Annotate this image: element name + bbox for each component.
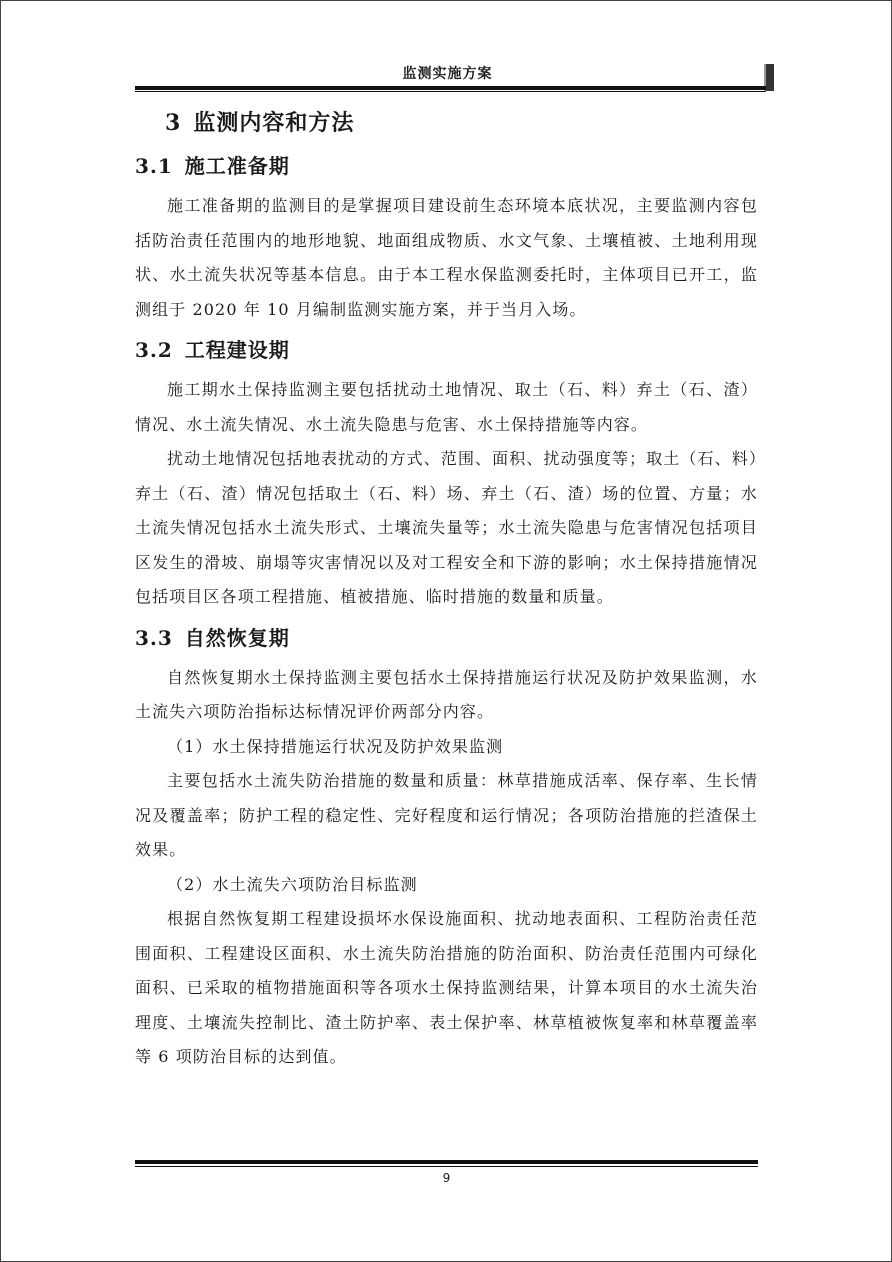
running-header-title: 监测实施方案 [402, 66, 493, 82]
section-number: 3.3 [135, 625, 173, 650]
section-number: 3.2 [135, 338, 173, 362]
section-title: 工程建设期 [184, 338, 290, 362]
section-number: 3.1 [135, 154, 173, 178]
section-heading-3-2 [135, 327, 758, 373]
subheading-paragraph: （2）水土流失六项防治目标监测 [167, 874, 418, 894]
chapter-title: 监测内容和方法 [193, 110, 355, 136]
subheading-paragraph: （1）水土保持措施运行状况及防护效果监测 [167, 736, 504, 756]
body-paragraph: 扰动土地情况包括地表扰动的方式、范围、面积、扰动强度等；取土（石、料）弃土（石、渣）情况包括取土（石、料）场、弃土（石、渣）场的位置、方量；水土流失情况包括水土流失形式、土壤流失量等；水土流失隐患与危害情况包括项目区发生的滑坡、崩塌等灾害情况以及对工程安全和下游的影响；水土保持措施情况包括项目区各项工程措施、植被措施、临时措施的数量和质量。 [135, 449, 758, 606]
body-paragraph: 根据自然恢复期工程建设损坏水保设施面积、扰动地表面积、工程防治责任范围面积、工程建设区面积、水土流失防治措施的防治面积、防治责任范围内可绿化面积、已采取的植物措施面积等各项水土保持监测结果，计算本项目的水土流失治理度、土壤流失控制比、渣土防护率、表土保护率、林草植被恢复率和林草覆盖率等 6 项防治目标的达到值。 [135, 909, 758, 1066]
body-paragraph: 施工期水土保持监测主要包括扰动土地情况、取土（石、料）弃土（石、渣）情况、水土流失情况、水土流失隐患与危害、水土保持措施等内容。 [135, 380, 758, 434]
chapter-number: 3 [165, 110, 182, 136]
section-title: 自然恢复期 [184, 625, 290, 650]
body-paragraph: 主要包括水土流失防治措施的数量和质量：林草措施成活率、保存率、生长情况及覆盖率；防护工程的稳定性、完好程度和运行情况；各项防治措施的拦渣保土效果。 [135, 771, 758, 859]
page-number: 9 [442, 1171, 451, 1185]
body-paragraph: 自然恢复期水土保持监测主要包括水土保持措施运行状况及防护效果监测，水土流失六项防治指标达标情况评价两部分内容。 [135, 667, 758, 721]
section-heading-3-3 [135, 615, 758, 661]
body-paragraph: 施工准备期的监测目的是掌握项目建设前生态环境本底状况，主要监测内容包括防治责任范围内的地形地貌、地面组成物质、水文气象、土壤植被、土地利用现状、水土流失状况等基本信息。由于本工程水保监测委托时，主体项目已开工，监测组于 2020 年 10 月编制监测实施方案，并于当月入场。 [135, 196, 758, 319]
section-heading-3-1 [135, 143, 758, 189]
footer-rule [135, 1160, 758, 1164]
header-rule-thin [135, 91, 766, 92]
section-title: 施工准备期 [184, 154, 290, 178]
header-rule [135, 86, 766, 90]
page-body [135, 103, 758, 1075]
chapter-heading [165, 103, 758, 143]
footer-rule-thin [135, 1166, 758, 1167]
